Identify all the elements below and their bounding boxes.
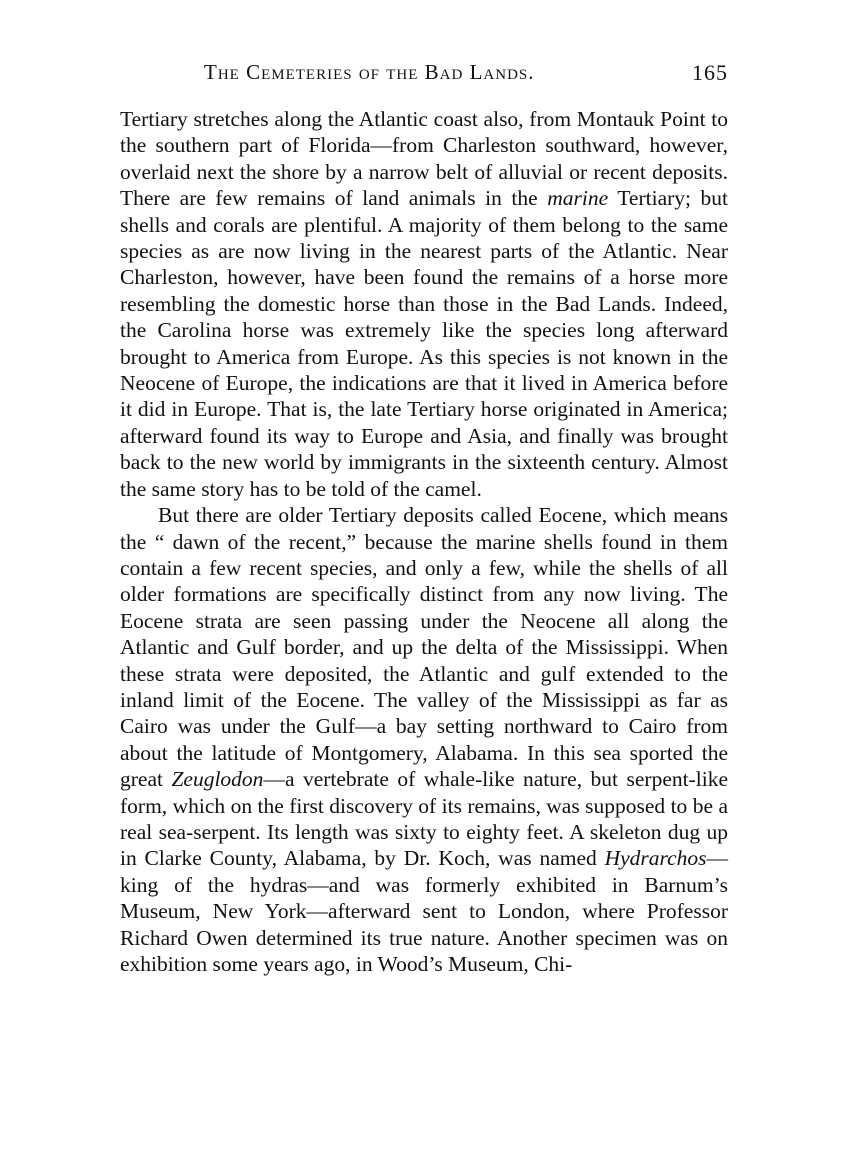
- body-text: [120, 106, 728, 977]
- book-page: [120, 58, 728, 977]
- text-run: But there are older Tertiary deposits called Eocene, which means the “ dawn of the recent,” because the marine shells found in them contain a few recent species, and only a few, while the shells of all older formations are specifically distinct from any now living. The Eocene strata are seen passing under the Neocene all along the Atlantic and Gulf border, and up the delta of the Mississippi. When these strata were deposited, the Atlantic and gulf extended to the inland limit of the Eocene. The valley of the Mississippi as far as Cairo was under the Gulf—a bay setting northward to Cairo from about the latitude of Montgomery, Alabama. In this sea sported the great: [120, 503, 728, 792]
- italic-term: Hydrarchos: [604, 846, 707, 871]
- running-title: The Cemeteries of the Bad Lands.: [204, 60, 535, 84]
- italic-term: marine: [547, 186, 609, 211]
- running-head: [120, 58, 728, 94]
- text-run: —a vertebrate of whale-like nature, but serpent-like form, which on the first discovery of its remains, was supposed to be a real sea-serpent. Its length was sixty to eighty feet. A skeleton dug up in Clarke County, Alabama, by Dr. Koch, was named: [120, 767, 728, 871]
- italic-term: Zeuglodon: [171, 767, 264, 792]
- paragraph: [120, 106, 728, 502]
- page-number: 165: [692, 60, 728, 85]
- text-run: Tertiary; but shells and corals are plentiful. A majority of them belong to the same species as are now living in the nearest parts of the Atlantic. Near Charleston, however, have been found the remains of a horse more resembling the domestic horse than those in the Bad Lands. Indeed, the Carolina horse was extremely like the species long afterward brought to America from Europe. As this species is not known in the Neocene of Europe, the indications are that it lived in America before it did in Europe. That is, the late Tertiary horse originated in America; afterward found its way to Europe and Asia, and finally was brought back to the new world by immigrants in the sixteenth century. Almost the same story has to be told of the camel.: [120, 186, 728, 501]
- paragraph: [120, 502, 728, 977]
- text-run: —king of the hydras—and was formerly exhibited in Barnum’s Museum, New York—afterward sent to London, where Professor Richard Owen determined its true nature. Another specimen was on exhibition some years ago, in Wood’s Museum, Chi-: [120, 846, 728, 976]
- text-run: Tertiary stretches along the Atlantic coast also, from Montauk Point to the southern part of Florida—from Charleston southward, however, overlaid next the shore by a narrow belt of alluvial or recent deposits. There are few remains of land animals in the: [120, 107, 728, 211]
